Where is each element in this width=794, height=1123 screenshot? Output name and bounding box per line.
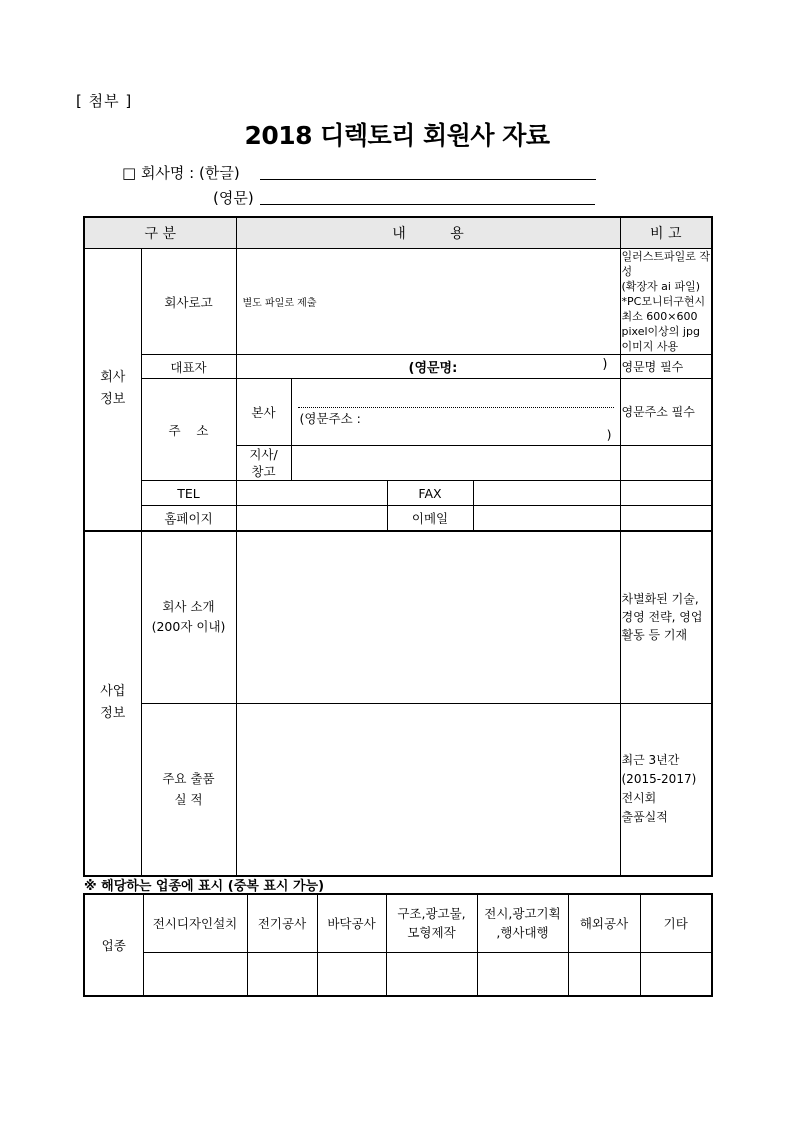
exhibit-label: 주요 출품 실 적 bbox=[141, 704, 236, 876]
branch-address-field[interactable] bbox=[291, 446, 620, 481]
industry-category: 바닥공사 bbox=[317, 894, 386, 952]
homepage-field[interactable] bbox=[236, 506, 387, 531]
industry-check-cell[interactable] bbox=[247, 952, 317, 996]
exhibit-field[interactable] bbox=[236, 704, 620, 876]
attachment-label: [ 첨부 ] bbox=[76, 92, 133, 110]
industry-row-label: 업종 bbox=[84, 894, 143, 996]
tel-label: TEL bbox=[141, 481, 236, 506]
intro-label: 회사 소개 (200자 이내) bbox=[141, 531, 236, 704]
industry-check-cell[interactable] bbox=[386, 952, 477, 996]
industry-category: 해외공사 bbox=[568, 894, 640, 952]
hq-english-close: ) bbox=[606, 427, 612, 442]
header-category: 구 분 bbox=[84, 217, 236, 249]
logo-content[interactable]: 별도 파일로 제출 bbox=[236, 249, 620, 355]
ceo-label: 대표자 bbox=[141, 355, 236, 379]
hq-english-open: (영문주소 : bbox=[299, 411, 361, 426]
industry-check-cell[interactable] bbox=[477, 952, 568, 996]
company-name-english-field[interactable] bbox=[260, 204, 595, 205]
group-company-info: 회사 정보 bbox=[84, 249, 141, 531]
industry-check-cell[interactable] bbox=[640, 952, 712, 996]
company-name-english-label: (영문) bbox=[213, 189, 254, 207]
branch-label: 지사/ 창고 bbox=[236, 446, 291, 481]
branch-remark bbox=[620, 446, 712, 481]
tel-field[interactable] bbox=[236, 481, 387, 506]
industry-check-cell[interactable] bbox=[568, 952, 640, 996]
logo-remark: 일러스트파일로 작성 (확장자 ai 파일) *PC모니터구현시 최소 600×600 pixel이상의 jpg 이미지 사용 bbox=[621, 250, 711, 353]
industry-category: 전기공사 bbox=[247, 894, 317, 952]
document-title: 2018 디렉토리 회원사 자료 bbox=[244, 121, 550, 150]
header-remark: 비 고 bbox=[620, 217, 712, 249]
company-name-korean-label: □ 회사명 : (한글) bbox=[122, 164, 240, 182]
hq-label: 본사 bbox=[236, 379, 291, 446]
homepage-remark bbox=[620, 506, 712, 531]
industry-category: 전시,광고기획 ,행사대행 bbox=[477, 894, 568, 952]
address-divider bbox=[298, 407, 614, 408]
hq-address-field[interactable] bbox=[291, 379, 620, 446]
ceo-english-close: ) bbox=[602, 357, 608, 372]
address-remark: 영문주소 필수 bbox=[620, 379, 712, 446]
intro-remark: 차별화된 기술, 경영 전략, 영업 활동 등 기재 bbox=[620, 531, 712, 704]
industry-check-cell[interactable] bbox=[317, 952, 386, 996]
header-content: 내 용 bbox=[236, 217, 620, 249]
fax-label: FAX bbox=[387, 481, 473, 506]
ceo-remark: 영문명 필수 bbox=[620, 355, 712, 379]
group-business-info: 사업 정보 bbox=[84, 531, 141, 876]
industry-check-cell[interactable] bbox=[143, 952, 247, 996]
company-info-table bbox=[83, 216, 713, 877]
company-name-korean-field[interactable] bbox=[260, 179, 596, 180]
homepage-label: 홈페이지 bbox=[141, 506, 236, 531]
email-label: 이메일 bbox=[387, 506, 473, 531]
industry-table bbox=[83, 893, 713, 997]
industry-category: 구조,광고물, 모형제작 bbox=[386, 894, 477, 952]
intro-field[interactable] bbox=[236, 531, 620, 704]
industry-notice: ※ 해당하는 업종에 표시 (중복 표시 가능) bbox=[84, 879, 325, 894]
ceo-field[interactable] bbox=[236, 355, 620, 379]
exhibit-remark: 최근 3년간 (2015-2017) 전시회 출품실적 bbox=[620, 704, 712, 876]
industry-category: 기타 bbox=[640, 894, 712, 952]
ceo-english-open: (영문명: bbox=[408, 361, 458, 376]
tel-remark bbox=[620, 481, 712, 506]
address-label: 주 소 bbox=[141, 379, 236, 481]
logo-label: 회사로고 bbox=[141, 249, 236, 355]
industry-category: 전시디자인설치 bbox=[143, 894, 247, 952]
fax-field[interactable] bbox=[473, 481, 620, 506]
email-field[interactable] bbox=[473, 506, 620, 531]
